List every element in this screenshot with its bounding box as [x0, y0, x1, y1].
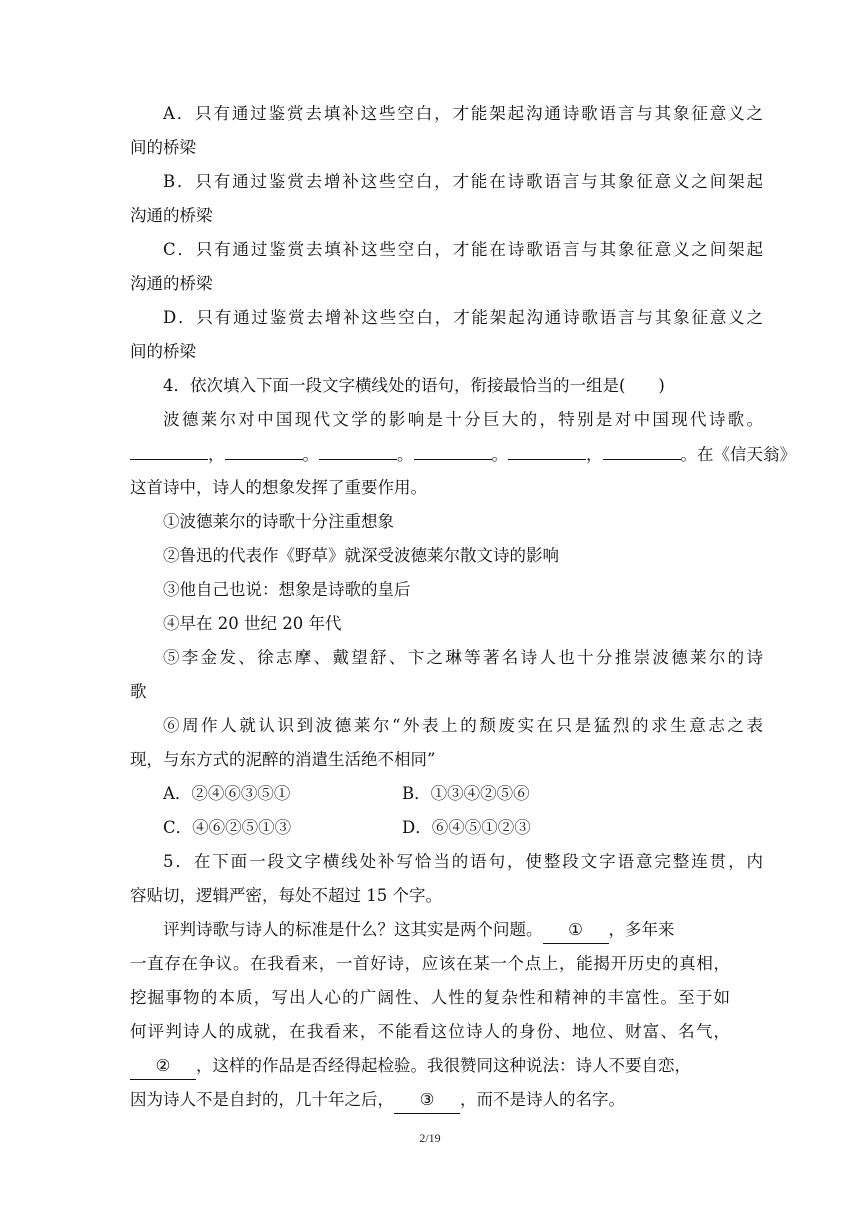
answer-slot-2: ②	[130, 1053, 196, 1080]
option-d-line1: D．只有通过鉴赏去增补这些空白，才能架起沟通诗歌语言与其象征意义之	[163, 308, 763, 327]
fill-blank	[225, 441, 303, 460]
q4-item-5-line2: 歌	[130, 682, 147, 701]
q4-item-1: ①波德莱尔的诗歌十分注重想象	[163, 512, 394, 531]
answer-slot-3: ③	[394, 1087, 460, 1114]
option-c-line2: 沟通的桥梁	[130, 274, 213, 293]
page-number: 2/19	[419, 1131, 441, 1145]
q4-option-d: D．⑥④⑤①②③	[402, 818, 531, 837]
q4-option-b: B．①③④②⑤⑥	[402, 784, 530, 803]
q4-item-6-line2: 现，与东方式的泥醉的消遣生活绝不相同”	[130, 750, 436, 769]
fill-blank	[508, 441, 586, 460]
q5-passage-line6: 因为诗人不是自封的，几十年之后， ③ ，而不是诗人的名字。	[130, 1087, 730, 1114]
q5-passage-line3: 挖掘事物的本质，写出人心的广阔性、人性的复杂性和精神的丰富性。至于如	[130, 988, 730, 1007]
option-a-line2: 间的桥梁	[130, 138, 196, 157]
option-b-line2: 沟通的桥梁	[130, 206, 213, 225]
fill-blank	[130, 441, 208, 460]
fill-blank	[319, 441, 397, 460]
q5-passage-line2: 一直存在争议。在我看来，一首好诗，应该在某一个点上，能揭开历史的真相，	[130, 954, 730, 973]
question-4-passage-line3: 这首诗中，诗人的想象发挥了重要作用。	[130, 478, 427, 497]
option-b-line1: B．只有通过鉴赏去增补这些空白，才能在诗歌语言与其象征意义之间架起	[163, 172, 763, 191]
question-4-stem: 4．依次填入下面一段文字横线处的语句，衔接最恰当的一组是( )	[163, 376, 665, 395]
q4-item-2: ②鲁迅的代表作《野草》就深受波德莱尔散文诗的影响	[163, 546, 559, 565]
q4-item-6-line1: ⑥周作人就认识到波德莱尔“外表上的颓废实在只是猛烈的求生意志之表	[163, 716, 763, 735]
q4-item-4: ④早在 20 世纪 20 年代	[163, 614, 342, 633]
question-4-blank-line: ， 。 。 。 ， 。在《信天翁》	[130, 441, 730, 468]
q4-item-5-line1: ⑤李金发、徐志摩、戴望舒、卞之琳等著名诗人也十分推崇波德莱尔的诗	[163, 648, 763, 667]
q4-option-a: A．②④⑥③⑤①	[163, 784, 291, 803]
q5-passage-line4: 何评判诗人的成就，在我看来，不能看这位诗人的身份、地位、财富、名气，	[130, 1022, 730, 1041]
answer-slot-1: ①	[543, 917, 609, 944]
fill-blank	[414, 441, 492, 460]
question-4-passage-line1: 波德莱尔对中国现代文学的影响是十分巨大的，特别是对中国现代诗歌。	[163, 410, 763, 429]
q5-passage-line5: ② ，这样的作品是否经得起检验。我很赞同这种说法：诗人不要自恋，	[130, 1053, 730, 1080]
option-d-line2: 间的桥梁	[130, 342, 196, 361]
question-5-stem-line1: 5．在下面一段文字横线处补写恰当的语句，使整段文字语意完整连贯，内	[163, 852, 763, 871]
q4-item-3: ③他自己也说：想象是诗歌的皇后	[163, 580, 411, 599]
option-c-line1: C．只有通过鉴赏去填补这些空白，才能在诗歌语言与其象征意义之间架起	[163, 240, 763, 259]
q4-option-c: C．④⑥②⑤①③	[163, 818, 292, 837]
fill-blank	[603, 441, 681, 460]
option-a-line1: A．只有通过鉴赏去填补这些空白，才能架起沟通诗歌语言与其象征意义之	[163, 104, 763, 123]
question-5-stem-line2: 容贴切，逻辑严密，每处不超过 15 个字。	[130, 886, 442, 905]
q5-passage-line1: 评判诗歌与诗人的标准是什么？这其实是两个问题。 ① ，多年来	[163, 917, 763, 944]
